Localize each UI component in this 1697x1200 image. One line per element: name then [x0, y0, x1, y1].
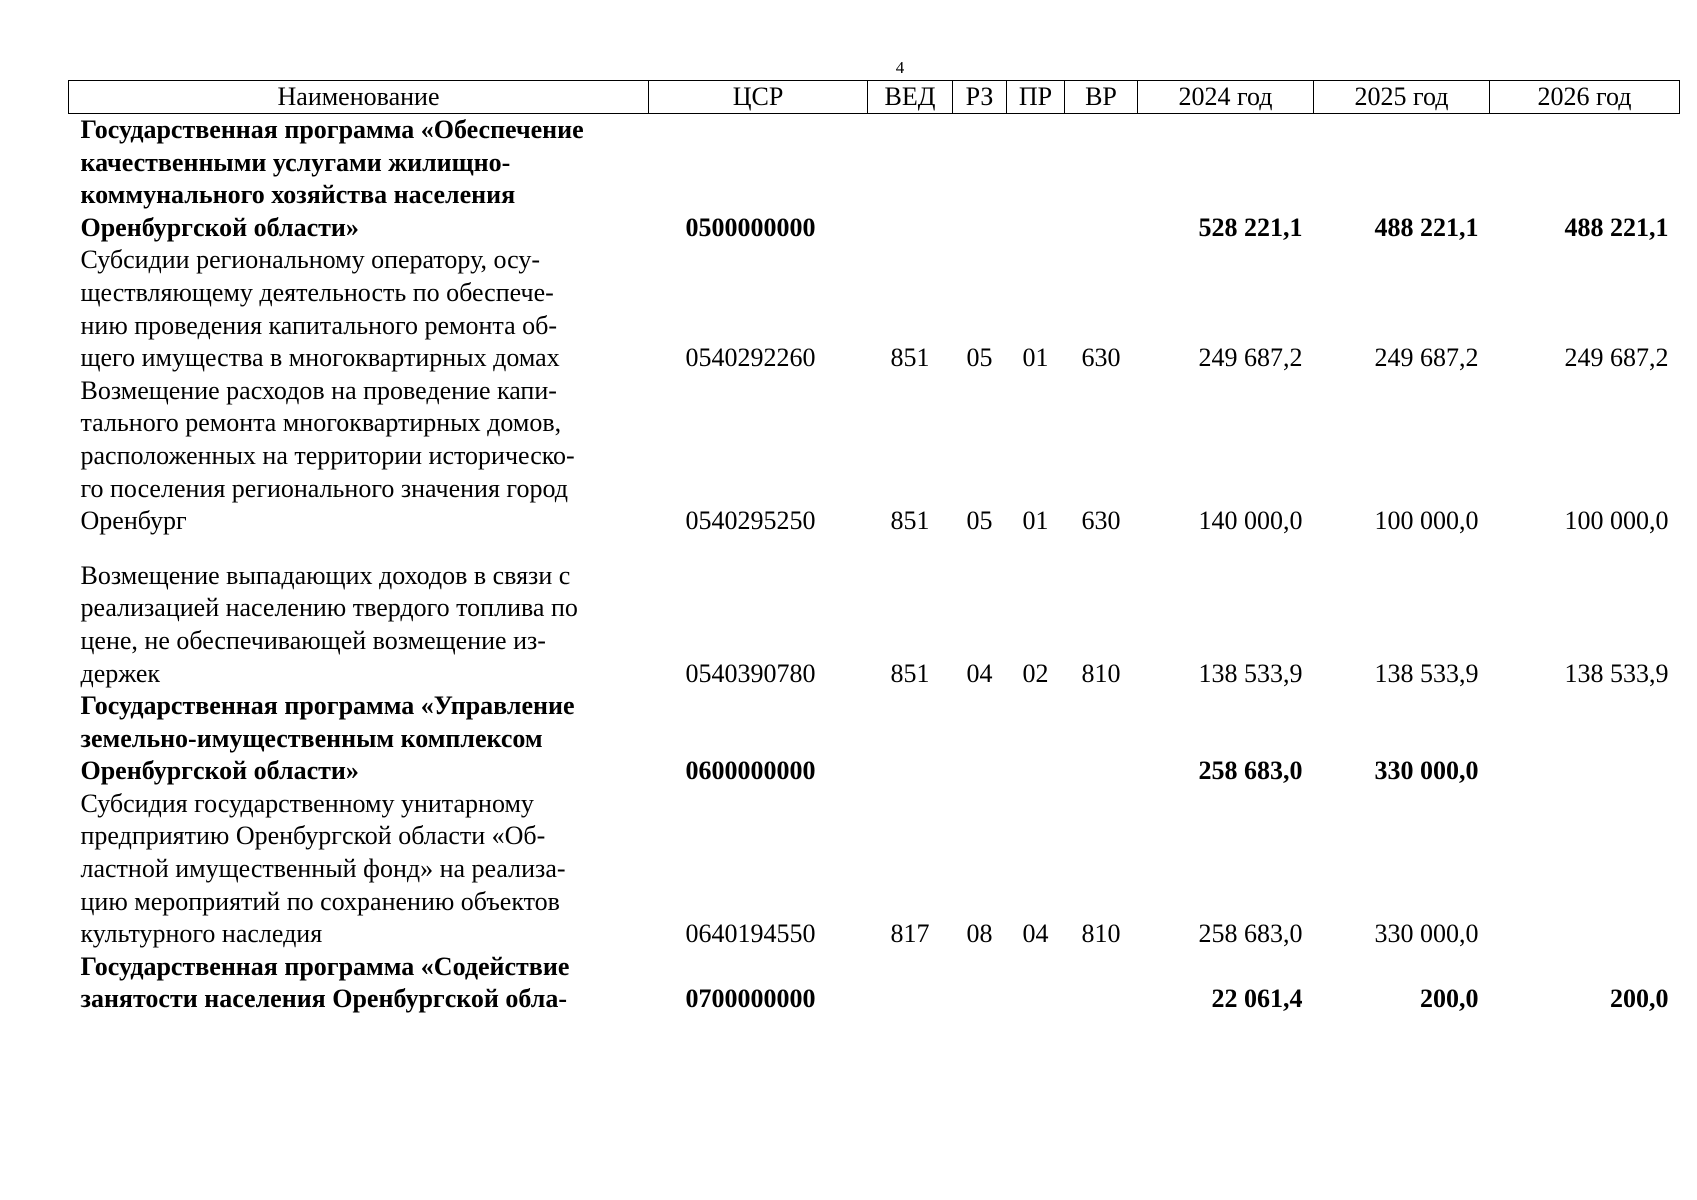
name-line: цию мероприятий по сохранению объектов [80, 886, 560, 916]
name-line: нию проведения капитального ремонта об- [80, 310, 558, 340]
name-line: тального ремонта многоквартирных домов, [80, 408, 562, 438]
header-rz: РЗ [953, 81, 1007, 114]
budget-table [68, 80, 1680, 1016]
table-row [69, 244, 1680, 374]
row-ved [868, 114, 953, 245]
row-ved [868, 951, 953, 1016]
header-2026: 2026 год [1490, 81, 1680, 114]
row-pr: 01 [1022, 343, 1049, 373]
row-2024: 140 000,0 [1198, 506, 1303, 536]
name-line: ластной имущественный фонд» на реализа- [80, 854, 566, 884]
row-csr: 0640194550 [685, 919, 816, 949]
header-vr: ВР [1065, 81, 1138, 114]
row-name [69, 951, 649, 1016]
name-line: Оренбург [80, 506, 187, 536]
row-csr: 0540292260 [685, 343, 816, 373]
row-ved [868, 690, 953, 788]
table-row [69, 375, 1680, 538]
row-vr [1065, 114, 1138, 245]
row-2026: 100 000,0 [1564, 506, 1669, 536]
name-line: земельно-имущественным комплексом [80, 723, 543, 753]
row-2026: 249 687,2 [1564, 343, 1669, 373]
row-pr [1007, 114, 1065, 245]
table-row [69, 538, 1680, 690]
row-csr: 0540295250 [685, 506, 816, 536]
header-name: Наименование [69, 81, 649, 114]
row-rz: 05 [966, 343, 993, 373]
name-line: Государственная программа «Содействие [80, 951, 570, 981]
row-name [69, 538, 649, 690]
row-rz [953, 114, 1007, 245]
row-pr: 02 [1022, 658, 1049, 688]
row-2025: 330 000,0 [1374, 919, 1479, 949]
row-name [69, 244, 649, 374]
row-2025: 488 221,1 [1374, 212, 1479, 242]
row-vr [1065, 690, 1138, 788]
row-name [69, 690, 649, 788]
name-line: занятости населения Оренбургской обла- [80, 984, 567, 1014]
row-vr: 810 [1081, 919, 1121, 949]
name-line: Возмещение расходов на проведение капи- [80, 375, 557, 405]
name-line: предприятию Оренбургской области «Об- [80, 821, 546, 851]
row-2026: 138 533,9 [1564, 658, 1669, 688]
table-row-program [69, 690, 1680, 788]
name-line: Субсидии региональному оператору, осу- [80, 245, 540, 275]
row-name [69, 788, 649, 951]
row-2024: 258 683,0 [1198, 919, 1303, 949]
name-line: Оренбургской области» [80, 212, 359, 242]
row-csr: 0540390780 [685, 658, 816, 688]
header-csr: ЦСР [649, 81, 868, 114]
row-pr [1007, 951, 1065, 1016]
name-line: ществляющему деятельность по обеспече- [80, 277, 554, 307]
row-rz: 05 [966, 506, 993, 536]
row-2025: 330 000,0 [1374, 756, 1479, 786]
row-2025: 100 000,0 [1374, 506, 1479, 536]
row-pr: 04 [1022, 919, 1049, 949]
row-2025: 200,0 [1420, 984, 1479, 1014]
row-2024: 138 533,9 [1198, 658, 1303, 688]
header-pr: ПР [1007, 81, 1065, 114]
table-row-program [69, 951, 1680, 1016]
row-vr [1065, 951, 1138, 1016]
row-2025: 138 533,9 [1374, 658, 1479, 688]
row-rz [953, 690, 1007, 788]
row-rz [953, 951, 1007, 1016]
row-ved: 851 [890, 658, 930, 688]
header-2025: 2025 год [1314, 81, 1490, 114]
page-number: 4 [895, 58, 905, 77]
row-pr: 01 [1022, 506, 1049, 536]
row-2024: 258 683,0 [1198, 756, 1303, 786]
name-line: Возмещение выпадающих доходов в связи с [80, 560, 571, 590]
row-2024: 22 061,4 [1211, 984, 1303, 1014]
row-csr: 0500000000 [685, 212, 816, 242]
row-2024: 528 221,1 [1198, 212, 1303, 242]
name-line: Государственная программа «Управление [80, 691, 575, 721]
name-line: коммунального хозяйства населения [80, 180, 516, 210]
name-line: цене, не обеспечивающей возмещение из- [80, 625, 546, 655]
name-line: расположенных на территории историческо- [80, 440, 575, 470]
header-ved: ВЕД [868, 81, 953, 114]
name-line: держек [80, 658, 161, 688]
row-csr: 0600000000 [685, 756, 816, 786]
row-2026 [1490, 690, 1680, 788]
row-csr: 0700000000 [685, 984, 816, 1014]
row-ved: 851 [890, 343, 930, 373]
header-2024: 2024 год [1138, 81, 1314, 114]
table-row-program [69, 114, 1680, 245]
row-vr: 630 [1081, 343, 1121, 373]
row-rz: 04 [966, 658, 993, 688]
row-2026 [1490, 788, 1680, 951]
row-2025: 249 687,2 [1374, 343, 1479, 373]
name-line: культурного наследия [80, 919, 323, 949]
row-2026: 488 221,1 [1564, 212, 1669, 242]
row-ved: 851 [890, 506, 930, 536]
row-name [69, 375, 649, 538]
table-row [69, 788, 1680, 951]
name-line: Субсидия государственному унитарному [80, 788, 534, 818]
name-line: Государственная программа «Обеспечение [80, 115, 584, 144]
name-line: качественными услугами жилищно- [80, 147, 511, 177]
row-2024: 249 687,2 [1198, 343, 1303, 373]
row-name [69, 114, 649, 245]
row-pr [1007, 690, 1065, 788]
table-header-row [69, 81, 1680, 114]
name-line: щего имущества в многоквартирных домах [80, 343, 560, 373]
row-rz: 08 [966, 919, 993, 949]
name-line: Оренбургской области» [80, 756, 359, 786]
row-vr: 810 [1081, 658, 1121, 688]
row-vr: 630 [1081, 506, 1121, 536]
name-line: го поселения регионального значения город [80, 473, 568, 503]
row-ved: 817 [890, 919, 930, 949]
name-line: реализацией населению твердого топлива по [80, 593, 578, 623]
row-2026: 200,0 [1610, 984, 1669, 1014]
